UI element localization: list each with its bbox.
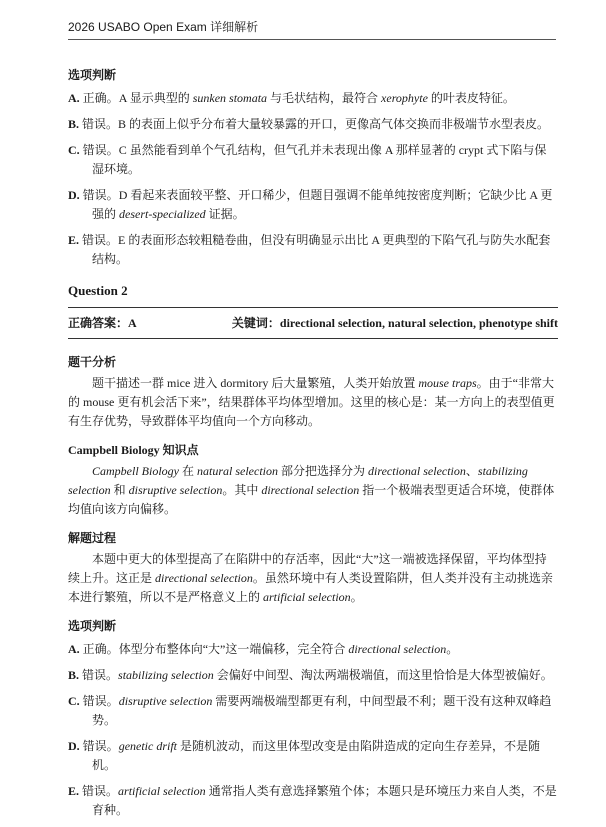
answer-row xyxy=(68,307,558,339)
option-item xyxy=(68,115,558,134)
option-text: artificial selection 通常指人类有意选择繁殖个体；本题只是环境压力来自人类，不是育种。 xyxy=(92,784,557,817)
q2-options-list xyxy=(68,640,558,820)
option-item xyxy=(68,737,558,775)
analysis-text: 题干描述一群 mice 进入 dormitory 后大量繁殖，人类开始放置 mouse traps。由于“非常大的 mouse 更有机会活下来”，结果群体平均体型增加。这里的核心是：某一方向上的表型值更有生存优势，导致群体平均值向一个方向移动。 xyxy=(68,376,555,428)
option-verdict: 错误。 xyxy=(82,668,119,682)
header-title: 2026 USABO Open Exam 详细解析 xyxy=(68,20,259,34)
option-verdict: 错误。 xyxy=(82,784,119,798)
campbell-text: Campbell Biology 在 natural selection 部分把选择分为 directional selection、stabilizing selection 和 disruptive selection。其中 directional selection 指一个极端表型更适合环境，使群体均值向该方向偏移。 xyxy=(68,464,555,516)
option-letter: B. xyxy=(68,668,80,682)
option-verdict: 错误。 xyxy=(82,188,119,202)
option-text: 体型分布整体向“大”这一端偏移，完全符合 directional selection。 xyxy=(118,642,459,656)
option-letter: A. xyxy=(68,642,80,656)
question-2-title: Question 2 xyxy=(68,283,128,298)
option-item xyxy=(68,186,558,224)
option-item xyxy=(68,89,558,108)
option-text: C 虽然能看到单个气孔结构，但气孔并未表现出像 A 那样显著的 crypt 式下陷与保湿环境。 xyxy=(92,143,547,176)
option-letter: C. xyxy=(68,143,80,157)
correct-answer: 正确答案：A xyxy=(68,316,137,330)
analysis-title: 题干分析 xyxy=(68,355,117,369)
option-item xyxy=(68,231,558,269)
option-letter: A. xyxy=(68,91,80,105)
page-content xyxy=(68,66,558,827)
option-verdict: 错误。 xyxy=(82,233,119,247)
q1-options-list xyxy=(68,89,558,269)
option-verdict: 正确。 xyxy=(82,642,119,656)
option-text: disruptive selection 需要两端极端型都更有利，中间型最不利；题干没有这种双峰趋势。 xyxy=(92,694,552,727)
option-verdict: 正确。 xyxy=(82,91,119,105)
option-letter: B. xyxy=(68,117,80,131)
option-item xyxy=(68,640,558,659)
option-verdict: 错误。 xyxy=(82,694,119,708)
option-verdict: 错误。 xyxy=(82,739,119,753)
option-text: genetic drift 是随机波动，而这里体型改变是由陷阱造成的定向生存差异，不是随机。 xyxy=(92,739,541,772)
option-letter: E. xyxy=(68,233,80,247)
process-title: 解题过程 xyxy=(68,531,117,545)
option-letter: D. xyxy=(68,739,80,753)
page-header xyxy=(68,18,556,40)
campbell-title: Campbell Biology 知识点 xyxy=(68,443,199,457)
option-letter: E. xyxy=(68,784,80,798)
option-text: D 看起来表面较平整、开口稀少，但题目强调不能单纯按密度判断；它缺少比 A 更强的 desert-specialized 证据。 xyxy=(92,188,553,221)
process-text: 本题中更大的体型提高了在陷阱中的存活率，因此“大”这一端被选择保留，平均体型持续上升。这正是 directional selection。虽然环境中有人类设置陷阱，但人类并没有主动挑选亲本进行繁殖，所以不是严格意义上的 artificial selection。 xyxy=(68,552,553,604)
option-verdict: 错误。 xyxy=(82,117,119,131)
option-text: A 显示典型的 sunken stomata 与毛状结构，最符合 xerophyte 的叶表皮特征。 xyxy=(118,91,515,105)
option-letter: C. xyxy=(68,694,80,708)
option-item xyxy=(68,141,558,179)
option-item xyxy=(68,666,558,685)
option-item xyxy=(68,692,558,730)
option-letter: D. xyxy=(68,188,80,202)
q2-options-title: 选项判断 xyxy=(68,619,117,633)
option-text: E 的表面形态较粗糙卷曲，但没有明确显示出比 A 更典型的下陷气孔与防失水配套结构。 xyxy=(92,233,551,266)
option-verdict: 错误。 xyxy=(82,143,119,157)
q1-options-title: 选项判断 xyxy=(68,68,117,82)
option-text: stabilizing selection 会偏好中间型、淘汰两端极端值，而这里恰恰是大体型被偏好。 xyxy=(118,668,553,682)
keywords: 关键词：directional selection, natural selection, phenotype shift xyxy=(231,316,558,330)
option-item xyxy=(68,782,558,820)
option-text: B 的表面上似乎分布着大量较暴露的开口，更像高气体交换而非极端节水型表皮。 xyxy=(118,117,550,131)
